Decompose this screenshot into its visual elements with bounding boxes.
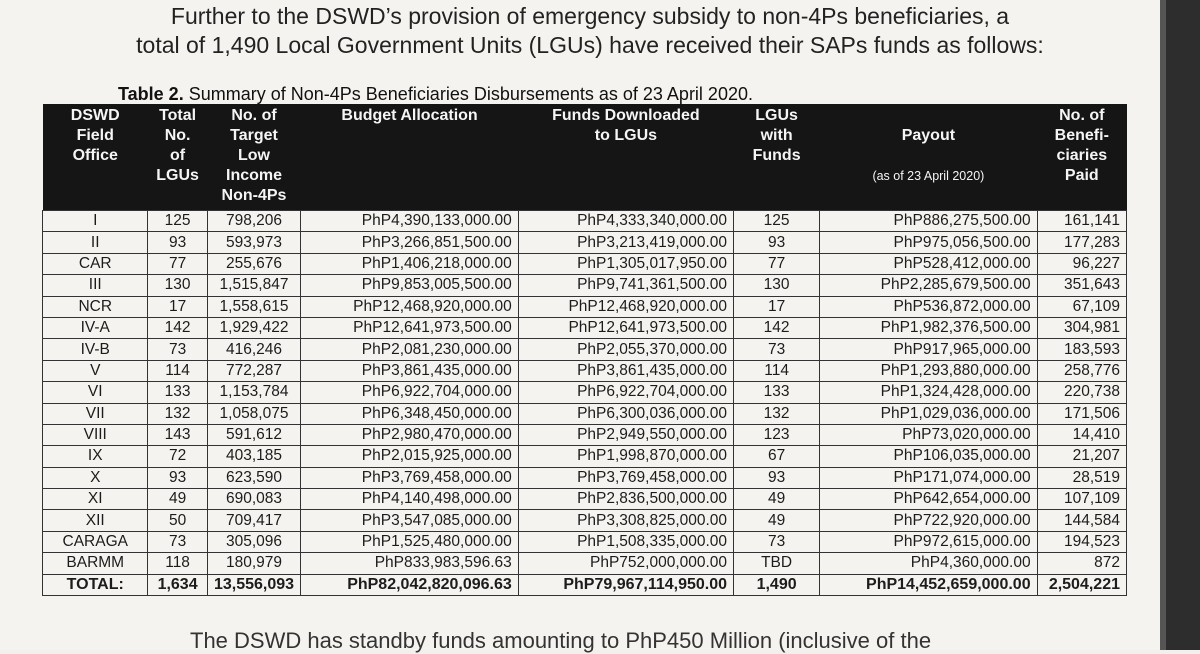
total-beneficiaries-paid: 2,504,221	[1037, 574, 1126, 595]
cell-field-office: III	[43, 275, 148, 296]
table-body	[43, 211, 1127, 596]
header-budget-allocation: Budget Allocation	[301, 104, 518, 211]
cell-payout: PhP4,360,000.00	[820, 553, 1037, 574]
cell-target-non4ps: 623,590	[207, 467, 301, 488]
header-total-lgus: Total No. of LGUs	[148, 104, 207, 211]
table-total-row	[43, 574, 1127, 595]
cell-lgus-with-funds: 142	[734, 317, 820, 338]
cell-total-lgus: 49	[148, 489, 207, 510]
cell-total-lgus: 125	[148, 211, 207, 232]
intro-line-1: Further to the DSWD’s provision of emergency subsidy to non-4Ps beneficiaries, a	[170, 3, 1010, 29]
cell-field-office: NCR	[43, 296, 148, 317]
cell-lgus-with-funds: 17	[734, 296, 820, 317]
cell-beneficiaries-paid: 14,410	[1037, 424, 1126, 445]
table-row	[43, 467, 1127, 488]
cell-lgus-with-funds: 130	[734, 275, 820, 296]
cell-lgus-with-funds: 133	[734, 382, 820, 403]
table-caption	[118, 84, 753, 105]
cell-funds-downloaded: PhP3,861,435,000.00	[518, 360, 733, 381]
cell-payout: PhP528,412,000.00	[820, 253, 1037, 274]
cell-funds-downloaded: PhP12,468,920,000.00	[518, 296, 733, 317]
header-lgus-with-funds: LGUs with Funds	[734, 104, 820, 211]
cell-target-non4ps: 180,979	[207, 553, 301, 574]
cell-total-lgus: 93	[148, 467, 207, 488]
cell-target-non4ps: 416,246	[207, 339, 301, 360]
cell-target-non4ps: 690,083	[207, 489, 301, 510]
cell-total-lgus: 130	[148, 275, 207, 296]
table-row	[43, 253, 1127, 274]
table-row	[43, 317, 1127, 338]
table-header-row	[43, 104, 1127, 211]
intro-paragraph	[60, 2, 1120, 60]
table-row	[43, 339, 1127, 360]
cell-target-non4ps: 1,058,075	[207, 403, 301, 424]
cell-lgus-with-funds: 77	[734, 253, 820, 274]
cell-target-non4ps: 403,185	[207, 446, 301, 467]
cell-total-lgus: 142	[148, 317, 207, 338]
cell-budget-allocation: PhP4,140,498,000.00	[301, 489, 518, 510]
header-field-office: DSWD Field Office	[43, 104, 148, 211]
cell-total-lgus: 114	[148, 360, 207, 381]
header-payout-title: Payout	[901, 127, 956, 144]
cell-field-office: I	[43, 211, 148, 232]
cell-field-office: XI	[43, 489, 148, 510]
cell-total-lgus: 133	[148, 382, 207, 403]
total-total-lgus: 1,634	[148, 574, 207, 595]
cell-target-non4ps: 1,558,615	[207, 296, 301, 317]
cell-field-office: VII	[43, 403, 148, 424]
cell-field-office: BARMM	[43, 553, 148, 574]
cell-beneficiaries-paid: 28,519	[1037, 467, 1126, 488]
cell-funds-downloaded: PhP3,308,825,000.00	[518, 510, 733, 531]
viewer-edge-bar	[1160, 0, 1200, 650]
header-beneficiaries-paid: No. of Benefi- ciaries Paid	[1037, 104, 1126, 211]
cell-target-non4ps: 709,417	[207, 510, 301, 531]
table-row	[43, 424, 1127, 445]
header-payout-subtitle: (as of 23 April 2020)	[872, 169, 985, 183]
cell-funds-downloaded: PhP2,836,500,000.00	[518, 489, 733, 510]
cell-funds-downloaded: PhP9,741,361,500.00	[518, 275, 733, 296]
cell-beneficiaries-paid: 161,141	[1037, 211, 1126, 232]
cell-beneficiaries-paid: 171,506	[1037, 403, 1126, 424]
cell-budget-allocation: PhP833,983,596.63	[301, 553, 518, 574]
disbursement-table	[42, 104, 1127, 596]
cell-budget-allocation: PhP3,861,435,000.00	[301, 360, 518, 381]
cell-field-office: II	[43, 232, 148, 253]
cell-budget-allocation: PhP4,390,133,000.00	[301, 211, 518, 232]
cell-payout: PhP1,324,428,000.00	[820, 382, 1037, 403]
cell-lgus-with-funds: 67	[734, 446, 820, 467]
table-row	[43, 296, 1127, 317]
total-budget-allocation: PhP82,042,820,096.63	[301, 574, 518, 595]
cell-funds-downloaded: PhP1,508,335,000.00	[518, 531, 733, 552]
cell-budget-allocation: PhP1,406,218,000.00	[301, 253, 518, 274]
cell-funds-downloaded: PhP6,922,704,000.00	[518, 382, 733, 403]
cell-payout: PhP536,872,000.00	[820, 296, 1037, 317]
cell-lgus-with-funds: 49	[734, 510, 820, 531]
cell-funds-downloaded: PhP2,055,370,000.00	[518, 339, 733, 360]
cell-beneficiaries-paid: 67,109	[1037, 296, 1126, 317]
table-row	[43, 446, 1127, 467]
cell-lgus-with-funds: 123	[734, 424, 820, 445]
cell-beneficiaries-paid: 304,981	[1037, 317, 1126, 338]
cell-payout: PhP1,982,376,500.00	[820, 317, 1037, 338]
cell-field-office: CAR	[43, 253, 148, 274]
total-lgus-with-funds: 1,490	[734, 574, 820, 595]
cell-lgus-with-funds: 73	[734, 531, 820, 552]
cell-total-lgus: 118	[148, 553, 207, 574]
cell-beneficiaries-paid: 872	[1037, 553, 1126, 574]
cell-beneficiaries-paid: 107,109	[1037, 489, 1126, 510]
cell-funds-downloaded: PhP2,949,550,000.00	[518, 424, 733, 445]
cell-payout: PhP975,056,500.00	[820, 232, 1037, 253]
cell-funds-downloaded: PhP1,998,870,000.00	[518, 446, 733, 467]
cell-budget-allocation: PhP3,547,085,000.00	[301, 510, 518, 531]
cell-field-office: VIII	[43, 424, 148, 445]
cell-budget-allocation: PhP2,015,925,000.00	[301, 446, 518, 467]
cell-beneficiaries-paid: 258,776	[1037, 360, 1126, 381]
header-payout	[820, 104, 1037, 211]
cell-field-office: V	[43, 360, 148, 381]
table-row	[43, 403, 1127, 424]
cell-beneficiaries-paid: 21,207	[1037, 446, 1126, 467]
table-row	[43, 510, 1127, 531]
cell-budget-allocation: PhP2,980,470,000.00	[301, 424, 518, 445]
cell-payout: PhP171,074,000.00	[820, 467, 1037, 488]
cell-field-office: X	[43, 467, 148, 488]
cell-field-office: XII	[43, 510, 148, 531]
cell-payout: PhP1,293,880,000.00	[820, 360, 1037, 381]
cell-funds-downloaded: PhP3,769,458,000.00	[518, 467, 733, 488]
total-payout: PhP14,452,659,000.00	[820, 574, 1037, 595]
cell-lgus-with-funds: 49	[734, 489, 820, 510]
total-funds-downloaded: PhP79,967,114,950.00	[518, 574, 733, 595]
cell-total-lgus: 73	[148, 531, 207, 552]
table-row	[43, 531, 1127, 552]
cell-target-non4ps: 591,612	[207, 424, 301, 445]
cell-field-office: VI	[43, 382, 148, 403]
cell-funds-downloaded: PhP4,333,340,000.00	[518, 211, 733, 232]
cell-lgus-with-funds: TBD	[734, 553, 820, 574]
cell-total-lgus: 72	[148, 446, 207, 467]
header-funds-downloaded: Funds Downloaded to LGUs	[518, 104, 733, 211]
cell-field-office: CARAGA	[43, 531, 148, 552]
cell-beneficiaries-paid: 96,227	[1037, 253, 1126, 274]
cell-budget-allocation: PhP1,525,480,000.00	[301, 531, 518, 552]
cell-total-lgus: 132	[148, 403, 207, 424]
cell-funds-downloaded: PhP1,305,017,950.00	[518, 253, 733, 274]
cell-payout: PhP106,035,000.00	[820, 446, 1037, 467]
cell-total-lgus: 50	[148, 510, 207, 531]
cell-payout: PhP1,029,036,000.00	[820, 403, 1037, 424]
cell-target-non4ps: 772,287	[207, 360, 301, 381]
header-target-non4ps: No. of Target Low Income Non-4Ps	[207, 104, 301, 211]
table-row	[43, 360, 1127, 381]
cell-target-non4ps: 1,929,422	[207, 317, 301, 338]
cell-payout: PhP73,020,000.00	[820, 424, 1037, 445]
cell-payout: PhP886,275,500.00	[820, 211, 1037, 232]
table-row	[43, 211, 1127, 232]
cell-lgus-with-funds: 93	[734, 467, 820, 488]
cell-budget-allocation: PhP6,348,450,000.00	[301, 403, 518, 424]
cell-target-non4ps: 305,096	[207, 531, 301, 552]
caption-text: Summary of Non-4Ps Beneficiaries Disbursements as of 23 April 2020.	[188, 84, 753, 104]
cell-beneficiaries-paid: 177,283	[1037, 232, 1126, 253]
cell-target-non4ps: 255,676	[207, 253, 301, 274]
viewer-edge-shadow	[1160, 0, 1166, 650]
cell-field-office: IX	[43, 446, 148, 467]
cell-total-lgus: 143	[148, 424, 207, 445]
cell-beneficiaries-paid: 220,738	[1037, 382, 1126, 403]
cell-beneficiaries-paid: 194,523	[1037, 531, 1126, 552]
cell-funds-downloaded: PhP6,300,036,000.00	[518, 403, 733, 424]
caption-label: Table 2.	[118, 84, 184, 104]
cell-budget-allocation: PhP2,081,230,000.00	[301, 339, 518, 360]
cell-field-office: IV-B	[43, 339, 148, 360]
cell-total-lgus: 73	[148, 339, 207, 360]
cell-funds-downloaded: PhP752,000,000.00	[518, 553, 733, 574]
cell-total-lgus: 77	[148, 253, 207, 274]
cell-payout: PhP917,965,000.00	[820, 339, 1037, 360]
cell-beneficiaries-paid: 183,593	[1037, 339, 1126, 360]
cell-beneficiaries-paid: 144,584	[1037, 510, 1126, 531]
cell-budget-allocation: PhP3,266,851,500.00	[301, 232, 518, 253]
cell-budget-allocation: PhP3,769,458,000.00	[301, 467, 518, 488]
bottom-paragraph-cutoff: The DSWD has standby funds amounting to PhP450 Million (inclusive of the	[190, 628, 932, 653]
cell-budget-allocation: PhP9,853,005,500.00	[301, 275, 518, 296]
cell-budget-allocation: PhP6,922,704,000.00	[301, 382, 518, 403]
total-field-office: TOTAL:	[43, 574, 148, 595]
cell-lgus-with-funds: 125	[734, 211, 820, 232]
cell-target-non4ps: 1,515,847	[207, 275, 301, 296]
table-row	[43, 275, 1127, 296]
cell-payout: PhP2,285,679,500.00	[820, 275, 1037, 296]
table-row	[43, 232, 1127, 253]
cell-lgus-with-funds: 73	[734, 339, 820, 360]
table-row	[43, 489, 1127, 510]
cell-funds-downloaded: PhP3,213,419,000.00	[518, 232, 733, 253]
cell-beneficiaries-paid: 351,643	[1037, 275, 1126, 296]
cell-payout: PhP972,615,000.00	[820, 531, 1037, 552]
cell-field-office: IV-A	[43, 317, 148, 338]
cell-total-lgus: 93	[148, 232, 207, 253]
total-target-non4ps: 13,556,093	[207, 574, 301, 595]
cell-lgus-with-funds: 114	[734, 360, 820, 381]
cell-budget-allocation: PhP12,641,973,500.00	[301, 317, 518, 338]
cell-lgus-with-funds: 93	[734, 232, 820, 253]
cell-funds-downloaded: PhP12,641,973,500.00	[518, 317, 733, 338]
cell-target-non4ps: 798,206	[207, 211, 301, 232]
cell-payout: PhP722,920,000.00	[820, 510, 1037, 531]
cell-total-lgus: 17	[148, 296, 207, 317]
table-row	[43, 382, 1127, 403]
cell-target-non4ps: 593,973	[207, 232, 301, 253]
intro-line-2: total of 1,490 Local Government Units (LGUs) have received their SAPs funds as follows:	[136, 32, 1044, 58]
table-row	[43, 553, 1127, 574]
cell-budget-allocation: PhP12,468,920,000.00	[301, 296, 518, 317]
cell-payout: PhP642,654,000.00	[820, 489, 1037, 510]
cell-target-non4ps: 1,153,784	[207, 382, 301, 403]
cell-lgus-with-funds: 132	[734, 403, 820, 424]
